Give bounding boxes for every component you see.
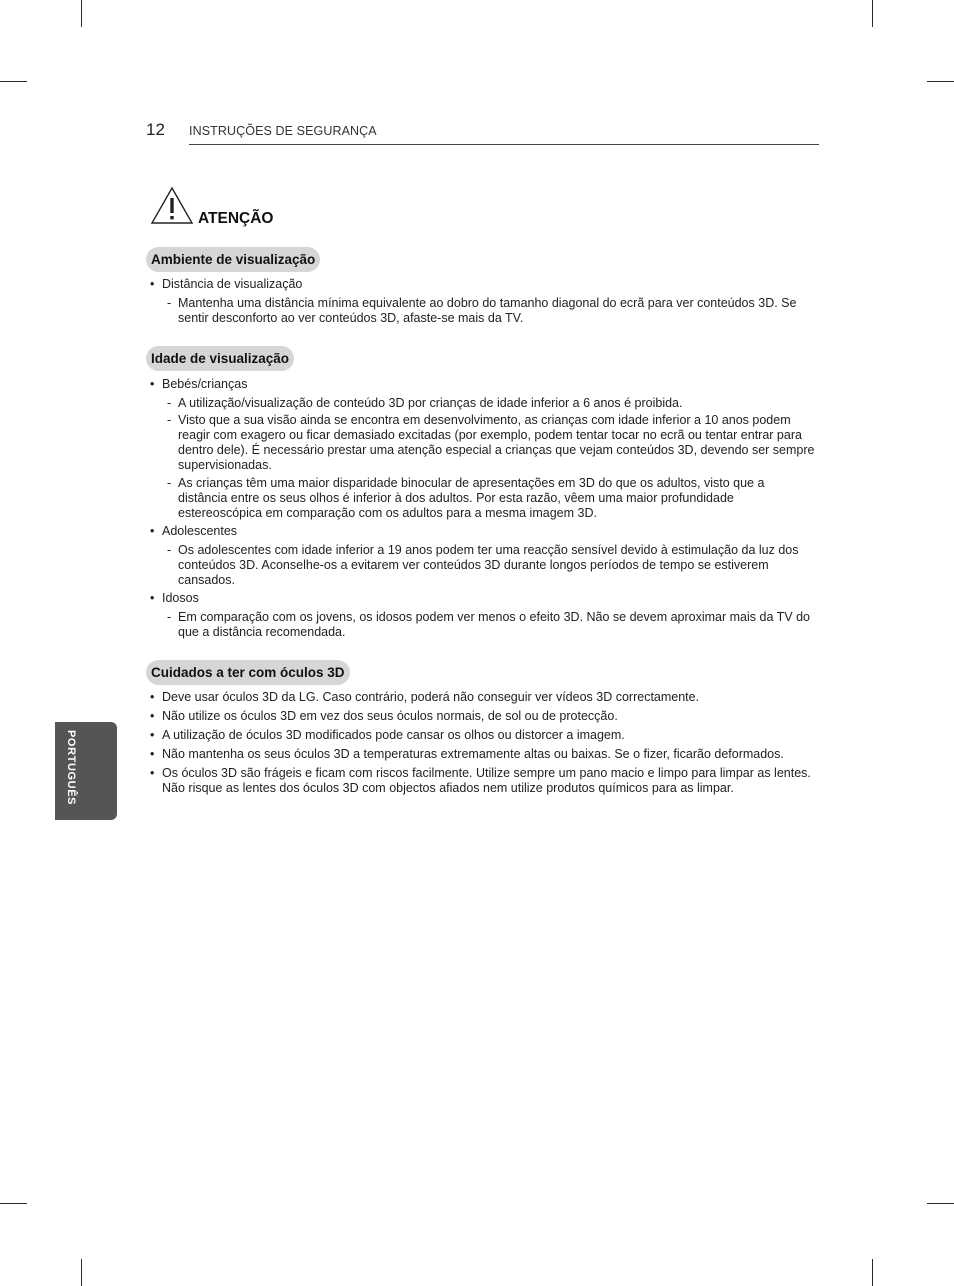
viewing-environment-list [150, 277, 815, 326]
bullet-label: Idosos [162, 591, 199, 605]
heading-viewing-environment: Ambiente de visualização [146, 247, 320, 272]
crop-mark [872, 1259, 873, 1286]
list-item: • Deve usar óculos 3D da LG. Caso contrário, poderá não conseguir ver vídeos 3D correctamente. [150, 690, 820, 705]
language-side-tab-label: PORTUGUÊS [65, 730, 77, 806]
glasses-care-list [150, 690, 820, 796]
caution-title: ATENÇÃO [198, 210, 274, 227]
list-item: • Não mantenha os seus óculos 3D a temperaturas extremamente altas ou baixas. Se o fizer, ficarão deformados. [150, 747, 820, 762]
crop-mark [872, 0, 873, 27]
heading-glasses-care: Cuidados a ter com óculos 3D [146, 660, 350, 685]
crop-mark [0, 1203, 27, 1204]
warning-triangle-icon [150, 186, 194, 226]
section-header: INSTRUÇÕES DE SEGURANÇA [189, 124, 377, 138]
sub-item: - Em comparação com os jovens, os idosos podem ver menos o efeito 3D. Não se devem aproximar mais da TV do que a distância recomendada. [150, 610, 815, 640]
list-item: • A utilização de óculos 3D modificados pode cansar os olhos ou distorcer a imagem. [150, 728, 820, 743]
sub-item: - A utilização/visualização de conteúdo 3D por crianças de idade inferior a 6 anos é proibida. [150, 396, 815, 411]
sub-item: - Visto que a sua visão ainda se encontra em desenvolvimento, as crianças com idade inferior a 10 anos podem reagir com exagero ou ficar demasiado excitadas (por exemplo, podem tentar tocar no ecrã ou tentar entrar para dentro dele). É necessário prestar uma atenção especial a crianças que vejam conteúdos 3D, devendo ser sempre supervisionadas. [150, 413, 815, 473]
list-item [150, 591, 815, 606]
sub-item: - Os adolescentes com idade inferior a 19 anos podem ter uma reacção sensível devido à estimulação da luz dos conteúdos 3D. Aconselhe-os a evitarem ver conteúdos 3D durante longos períodos de tempo se estiverem cansados. [150, 543, 815, 588]
list-item [150, 524, 815, 539]
crop-mark [927, 81, 954, 82]
sub-item: - As crianças têm uma maior disparidade binocular de apresentações em 3D do que os adultos, visto que a distância entre os seus olhos é inferior à dos adultos. Por esta razão, vêem uma maior profundidade estereoscópica em comparação com os adultos para a mesma imagem 3D. [150, 476, 815, 521]
bullet-label: Bebés/crianças [162, 377, 248, 391]
list-item [150, 277, 815, 292]
page-number: 12 [146, 120, 165, 139]
list-item: • Não utilize os óculos 3D em vez dos seus óculos normais, de sol ou de protecção. [150, 709, 820, 724]
viewing-age-list [150, 377, 815, 640]
bullet-label: Distância de visualização [162, 277, 303, 291]
crop-mark [927, 1203, 954, 1204]
list-item [150, 377, 815, 392]
crop-mark [0, 81, 27, 82]
header-divider [189, 144, 819, 145]
sub-item: - Mantenha uma distância mínima equivalente ao dobro do tamanho diagonal do ecrã para ver conteúdos 3D. Se sentir desconforto ao ver conteúdos 3D, afaste-se mais da TV. [150, 296, 815, 326]
crop-mark [81, 0, 82, 27]
heading-viewing-age: Idade de visualização [146, 346, 294, 371]
bullet-label: Adolescentes [162, 524, 238, 538]
crop-mark [81, 1259, 82, 1286]
list-item: • Os óculos 3D são frágeis e ficam com riscos facilmente. Utilize sempre um pano macio e limpo para limpar as lentes. Não risque as lentes dos óculos 3D com objectos afiados nem utilize produtos químicos para as limpar. [150, 766, 820, 796]
